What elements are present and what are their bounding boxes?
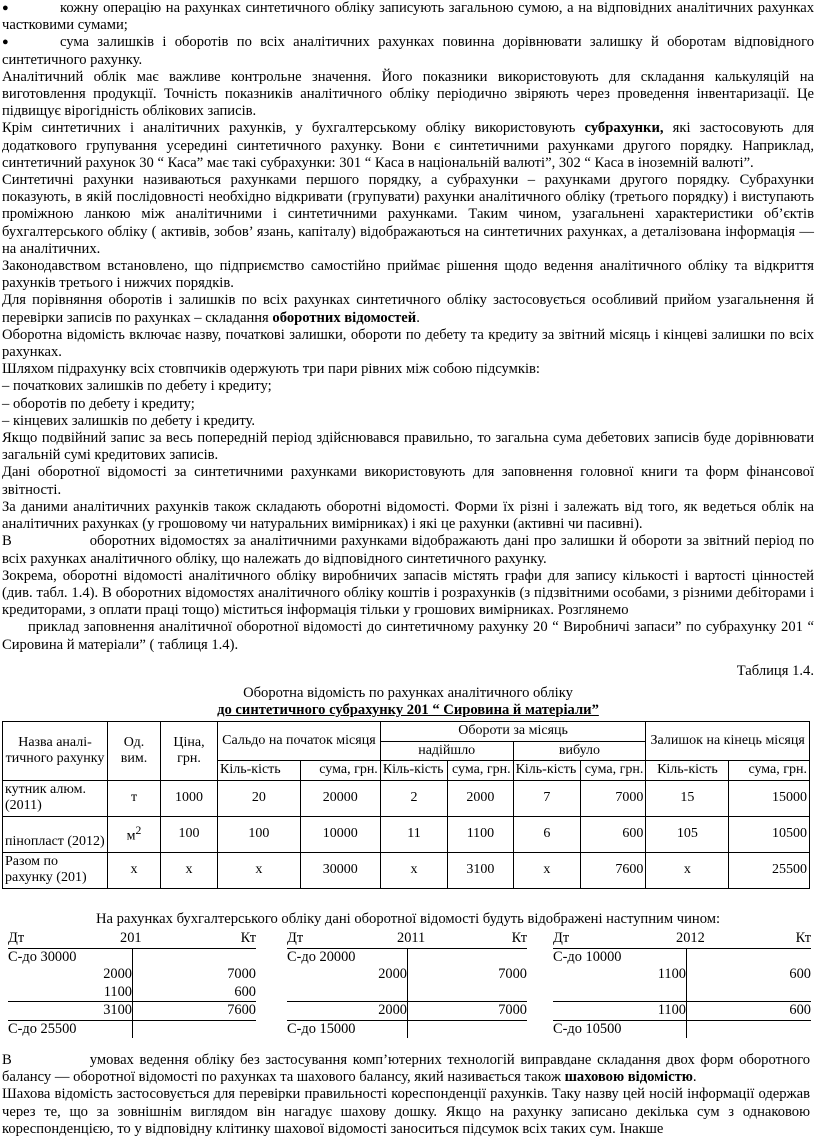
paragraph: Дані оборотної відомості за синтетичними рахунками використовують для заповнення головної книги та форм фінансової звітності. bbox=[2, 464, 814, 498]
bullet-text: сума залишків і оборотів по всіх аналітичних рахунках повинна дорівнювати залишку й оборотам відповідного синтетичного рахунку. bbox=[2, 34, 814, 68]
t-account-2011: Дт 2011 Кт С-до 20000 2000 7000 2000 7000 С-до 15000 bbox=[287, 930, 527, 1037]
bullet-item bbox=[2, 0, 814, 34]
t-account-201: Дт 201 Кт С-до 30000 2000 7000 1100 600 3100 7600 С-до 25500 bbox=[8, 930, 256, 1037]
t-account-2012: Дт 2012 Кт С-до 10000 1100 600 1100 600 С-до 10500 bbox=[553, 930, 811, 1037]
bottom-text bbox=[2, 1052, 810, 1138]
dash-item: – оборотів по дебету і кредиту; bbox=[2, 395, 195, 412]
table-row: Разом по рахунку (201) х х х 30000 х 3100 х 7600 х 25500 bbox=[3, 852, 810, 888]
term-turnover-sheets: оборотних відомостей bbox=[272, 309, 417, 326]
table-row: пінопласт (2012) $м^2$ 100 100 10000 11 1100 6 600 105 10500 bbox=[3, 816, 810, 852]
header-disposed: вибуло bbox=[513, 741, 646, 761]
term-chess-sheet: шаховою відомістю bbox=[564, 1069, 693, 1086]
dash-item: – кінцевих залишків по дебету і кредиту. bbox=[2, 412, 255, 429]
paragraph: Шляхом підрахунку всіх стовпчиків одержують три пари рівних між собою підсумків: bbox=[2, 361, 540, 378]
paragraph: Синтетичні рахунки називаються рахунками першого порядку, а субрахунки – рахунками другого порядку. Субрахунки показують, в якій послідовності необхідно відкривати (групувати) рахунки аналітичного обліку (третього порядку) і виступають проміжною ланкою між аналітичними і синтетичними рахунками. Таким чином, узагальнені характеристики об’єктів бухгалтерського обліку ( активів, зобов’ язань, капіталу) відображаються на синтетичних рахунках, а деталізована інформація — на аналітичних. bbox=[2, 172, 814, 257]
table-row: кутник алюм. (2011) т 1000 20 20000 2 2000 7 7000 15 15000 bbox=[3, 780, 810, 816]
header-qty: Кіль-кість bbox=[646, 761, 729, 781]
table-subtitle: до синтетичного субрахунку 201 “ Сировина й матеріали” bbox=[217, 702, 599, 719]
paragraph: Оборотна відомість включає назву, початкові залишки, обороти по дебету та кредиту за звітний місяць і кінцеві залишки по всіх рахунках. bbox=[2, 326, 814, 361]
header-received: надійшло bbox=[380, 741, 513, 761]
header-closing: Залишок на кінець місяця bbox=[646, 722, 810, 761]
header-sum: сума, грн. bbox=[300, 761, 380, 781]
table-label: Таблиця 1.4. bbox=[736, 662, 814, 679]
dash-item: – початкових залишків по дебету і кредиту; bbox=[2, 378, 272, 395]
header-sum: сума, грн. bbox=[448, 761, 513, 781]
header-name: Назва аналі-тичного рахунку bbox=[3, 722, 108, 781]
header-qty: Кіль-кість bbox=[513, 761, 580, 781]
term-subaccounts: субрахунки, bbox=[584, 120, 664, 137]
header-opening: Сальдо на початок місяця bbox=[218, 722, 381, 761]
bullet-dot-icon: ● bbox=[2, 2, 9, 14]
bullet-dot-icon: ● bbox=[2, 36, 9, 49]
header-turnover: Обороти за місяць bbox=[380, 722, 646, 742]
header-price: Ціна, грн. bbox=[161, 722, 218, 781]
header-unit: Од. вим. bbox=[108, 722, 161, 781]
paragraph: Шахова відомість застосовується для перевірки правильності кореспонденції рахунків. Таку назву цей носій інформації одержав через те, що за зовнішнім виглядом він нагадує шахову дошку. Якщо на рахунку записано декілька сум з однаковою кореспонденцією, то у відповідну клітинку шахової відомості заноситься підсумок всіх таких сум. Інакше bbox=[2, 1086, 810, 1137]
paragraph: За даними аналітичних рахунків також складають оборотні відомості. Форми їх різні і залежать від того, як ведеться облік на аналітичних рахунках (у грошовому чи натуральних вимірниках) і які це рахунки (активні чи пасивні). bbox=[2, 498, 814, 533]
header-sum: сума, грн. bbox=[729, 761, 810, 781]
paragraph: Крім синтетичних і аналітичних рахунків, у бухгалтерському обліку використовують субрахунки, які застосовують для додаткового групування усередині синтетичного рахунку. Вони є синтетичними рахунками другого порядку. Наприклад, синтетичний рахунок 30 “ Каса” має такі субрахунки: 301 “ Каса в національній валюті”, 302 “ Каса в іноземній валюті”. bbox=[2, 120, 814, 171]
turnover-table bbox=[2, 721, 810, 889]
paragraph: Для порівняння оборотів і залишків по всіх рахунках синтетичного обліку застосовується особливий прийом узагальнення й перевірки записів по рахунках – складання оборотних відомостей. bbox=[2, 292, 814, 326]
paragraph: приклад заповнення аналітичної оборотної відомості до синтетичному рахунку 20 “ Виробничі запаси” по субрахунку 201 “ Сировина й матеріали” ( таблиця 1.4). bbox=[2, 619, 814, 653]
header-sum: сума, грн. bbox=[581, 761, 646, 781]
paragraph: В оборотних відомостях за аналітичними рахунками відображають дані про залишки й обороти за звітний період по всіх рахунках аналітичного обліку, що належать до відповідного синтетичного рахунку. bbox=[2, 533, 814, 567]
paragraph: Зокрема, оборотні відомості аналітичного обліку виробничих запасів містять графи для запису кількості і вартості цінностей (див. табл. 1.4). В оборотних відомостях аналітичного обліку коштів і розрахунків (з підзвітними особами, з різними дебіторами і кредиторами, з оплати праці тощо) міститься інформація тільки у грошових вимірниках. Розглянемо bbox=[2, 567, 814, 619]
paragraph: Аналітичний облік має важливе контрольне значення. Його показники використовують для складання калькуляцій на виготовлення продукції. Точність показників аналітичного обліку періодично звіряють через проведення інвентаризації. Це підвищує вірогідність облікових записів. bbox=[2, 68, 814, 120]
header-qty: Кіль-кість bbox=[380, 761, 447, 781]
bullet-text: кожну операцію на рахунках синтетичного обліку записують загальною сумою, а на відповідних аналітичних рахунках частковими сумами; bbox=[2, 0, 814, 34]
header-qty: Кіль-кість bbox=[218, 761, 301, 781]
table-title: Оборотна відомість по рахунках аналітичного обліку bbox=[243, 684, 573, 701]
paragraph: На рахунках бухгалтерського обліку дані оборотної відомості будуть відображені наступним чином: bbox=[95, 910, 721, 927]
paragraph: Якщо подвійний запис за весь попередній період здійснювався правильно, то загальна сума дебетових записів буде дорівнювати загальній сумі кредитових записів. bbox=[2, 430, 814, 464]
paragraph: В умовах ведення обліку без застосування комп’ютерних технологій виправдане складання двох форм оборотного балансу — оборотної відомості по рахунках та шахового балансу, який називається також шаховою відомістю. bbox=[2, 1052, 810, 1086]
bullet-item bbox=[2, 34, 814, 68]
paragraph: Законодавством встановлено, що підприємство самостійно приймає рішення щодо ведення аналітичного обліку та відкриття рахунків третього і нижчих порядків. bbox=[2, 258, 814, 292]
